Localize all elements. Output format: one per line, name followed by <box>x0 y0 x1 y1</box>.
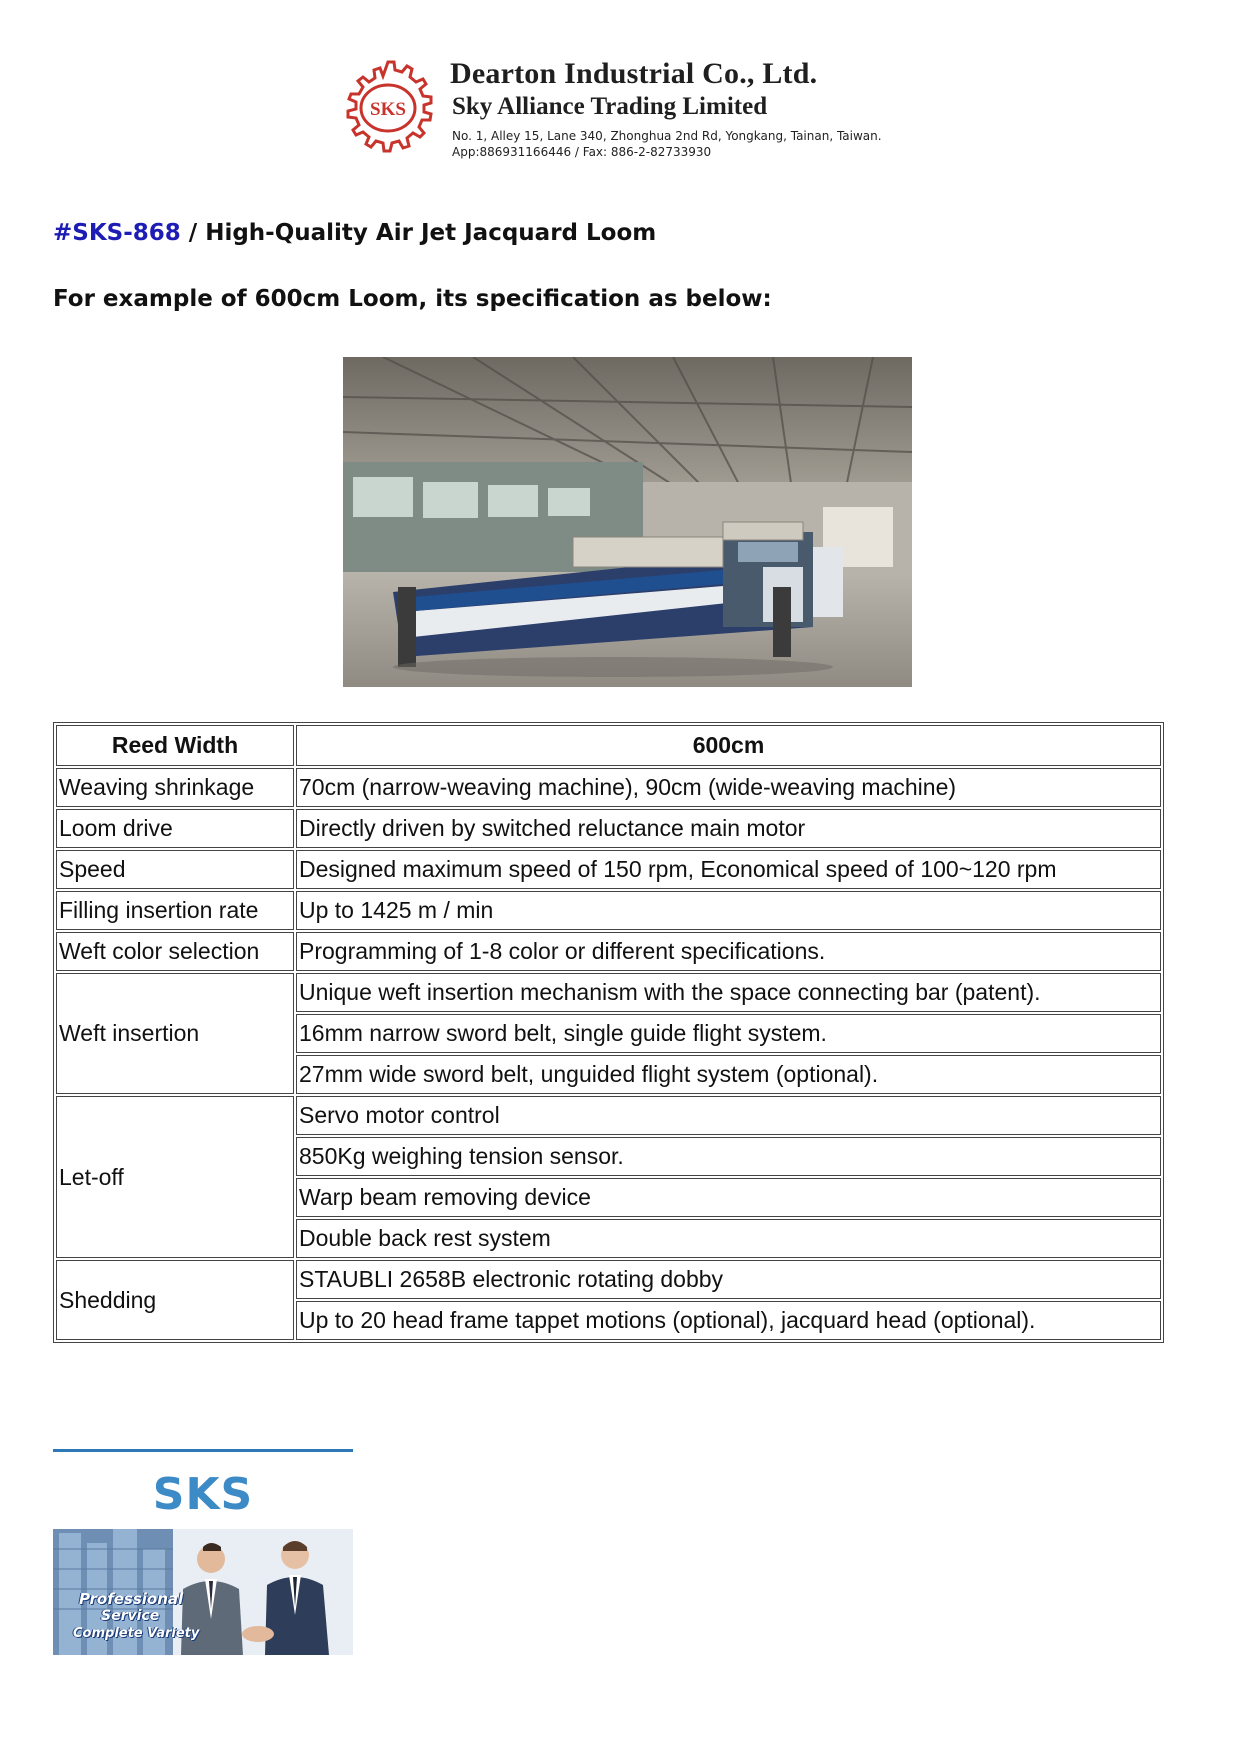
gear-logo-icon <box>338 58 438 158</box>
spec-label: Loom drive <box>56 809 294 848</box>
loom-photo <box>343 357 912 687</box>
product-code: #SKS-868 <box>53 220 181 246</box>
spec-intro: For example of 600cm Loom, its specification as below: <box>53 286 772 312</box>
spec-label: Speed <box>56 850 294 889</box>
promo-line-service: Service <box>101 1608 160 1624</box>
loom-photo-illustration <box>343 357 912 687</box>
company-name: Dearton Industrial Co., Ltd. <box>450 57 818 90</box>
spec-header-value: 600cm <box>296 725 1161 766</box>
spec-row <box>56 973 1161 1012</box>
spec-value: Up to 1425 m / min <box>296 891 1161 930</box>
spec-row <box>56 850 1161 889</box>
spec-value: Up to 20 head frame tappet motions (optional), jacquard head (optional). <box>296 1301 1161 1340</box>
spec-value: Unique weft insertion mechanism with the space connecting bar (patent). <box>296 973 1161 1012</box>
trading-name: Sky Alliance Trading Limited <box>452 93 768 120</box>
spec-row <box>56 809 1161 848</box>
spec-header-row <box>56 725 1161 766</box>
promo-top-line <box>53 1449 353 1452</box>
spec-value: Warp beam removing device <box>296 1178 1161 1217</box>
logo-text: SKS <box>370 99 406 120</box>
spec-label: Shedding <box>56 1260 294 1340</box>
spec-row <box>56 891 1161 930</box>
spec-header-label: Reed Width <box>56 725 294 766</box>
spec-label: Weft color selection <box>56 932 294 971</box>
spec-row <box>56 1096 1161 1135</box>
promo-line-professional: Professional <box>79 1590 184 1608</box>
spec-label: Weft insertion <box>56 973 294 1094</box>
company-address: No. 1, Alley 15, Lane 340, Zhonghua 2nd Rd, Yongkang, Tainan, Taiwan. <box>452 129 882 143</box>
spec-value: Designed maximum speed of 150 rpm, Economical speed of 100~120 rpm <box>296 850 1161 889</box>
spec-value: Double back rest system <box>296 1219 1161 1258</box>
promo-brand: SKS <box>152 1469 254 1520</box>
product-name: High-Quality Air Jet Jacquard Loom <box>205 220 657 246</box>
promo-line-variety: Complete Variety <box>73 1626 200 1641</box>
spec-value: Directly driven by switched reluctance main motor <box>296 809 1161 848</box>
spec-value: Servo motor control <box>296 1096 1161 1135</box>
spec-label: Let-off <box>56 1096 294 1258</box>
spec-table <box>53 722 1164 1343</box>
letterhead <box>338 56 918 168</box>
spec-row <box>56 1260 1161 1299</box>
spec-label: Filling insertion rate <box>56 891 294 930</box>
spec-row <box>56 932 1161 971</box>
spec-value: STAUBLI 2658B electronic rotating dobby <box>296 1260 1161 1299</box>
sks-promo-banner <box>53 1449 353 1655</box>
spec-value: Programming of 1-8 color or different specifications. <box>296 932 1161 971</box>
spec-value: 850Kg weighing tension sensor. <box>296 1137 1161 1176</box>
spec-value: 70cm (narrow-weaving machine), 90cm (wide-weaving machine) <box>296 768 1161 807</box>
spec-row <box>56 768 1161 807</box>
company-contact: App:886931166446 / Fax: 886-2-82733930 <box>452 145 712 159</box>
spec-label: Weaving shrinkage <box>56 768 294 807</box>
product-title <box>53 220 656 246</box>
spec-value: 16mm narrow sword belt, single guide flight system. <box>296 1014 1161 1053</box>
title-separator: / <box>180 220 206 246</box>
company-block <box>450 56 882 160</box>
spec-value: 27mm wide sword belt, unguided flight system (optional). <box>296 1055 1161 1094</box>
